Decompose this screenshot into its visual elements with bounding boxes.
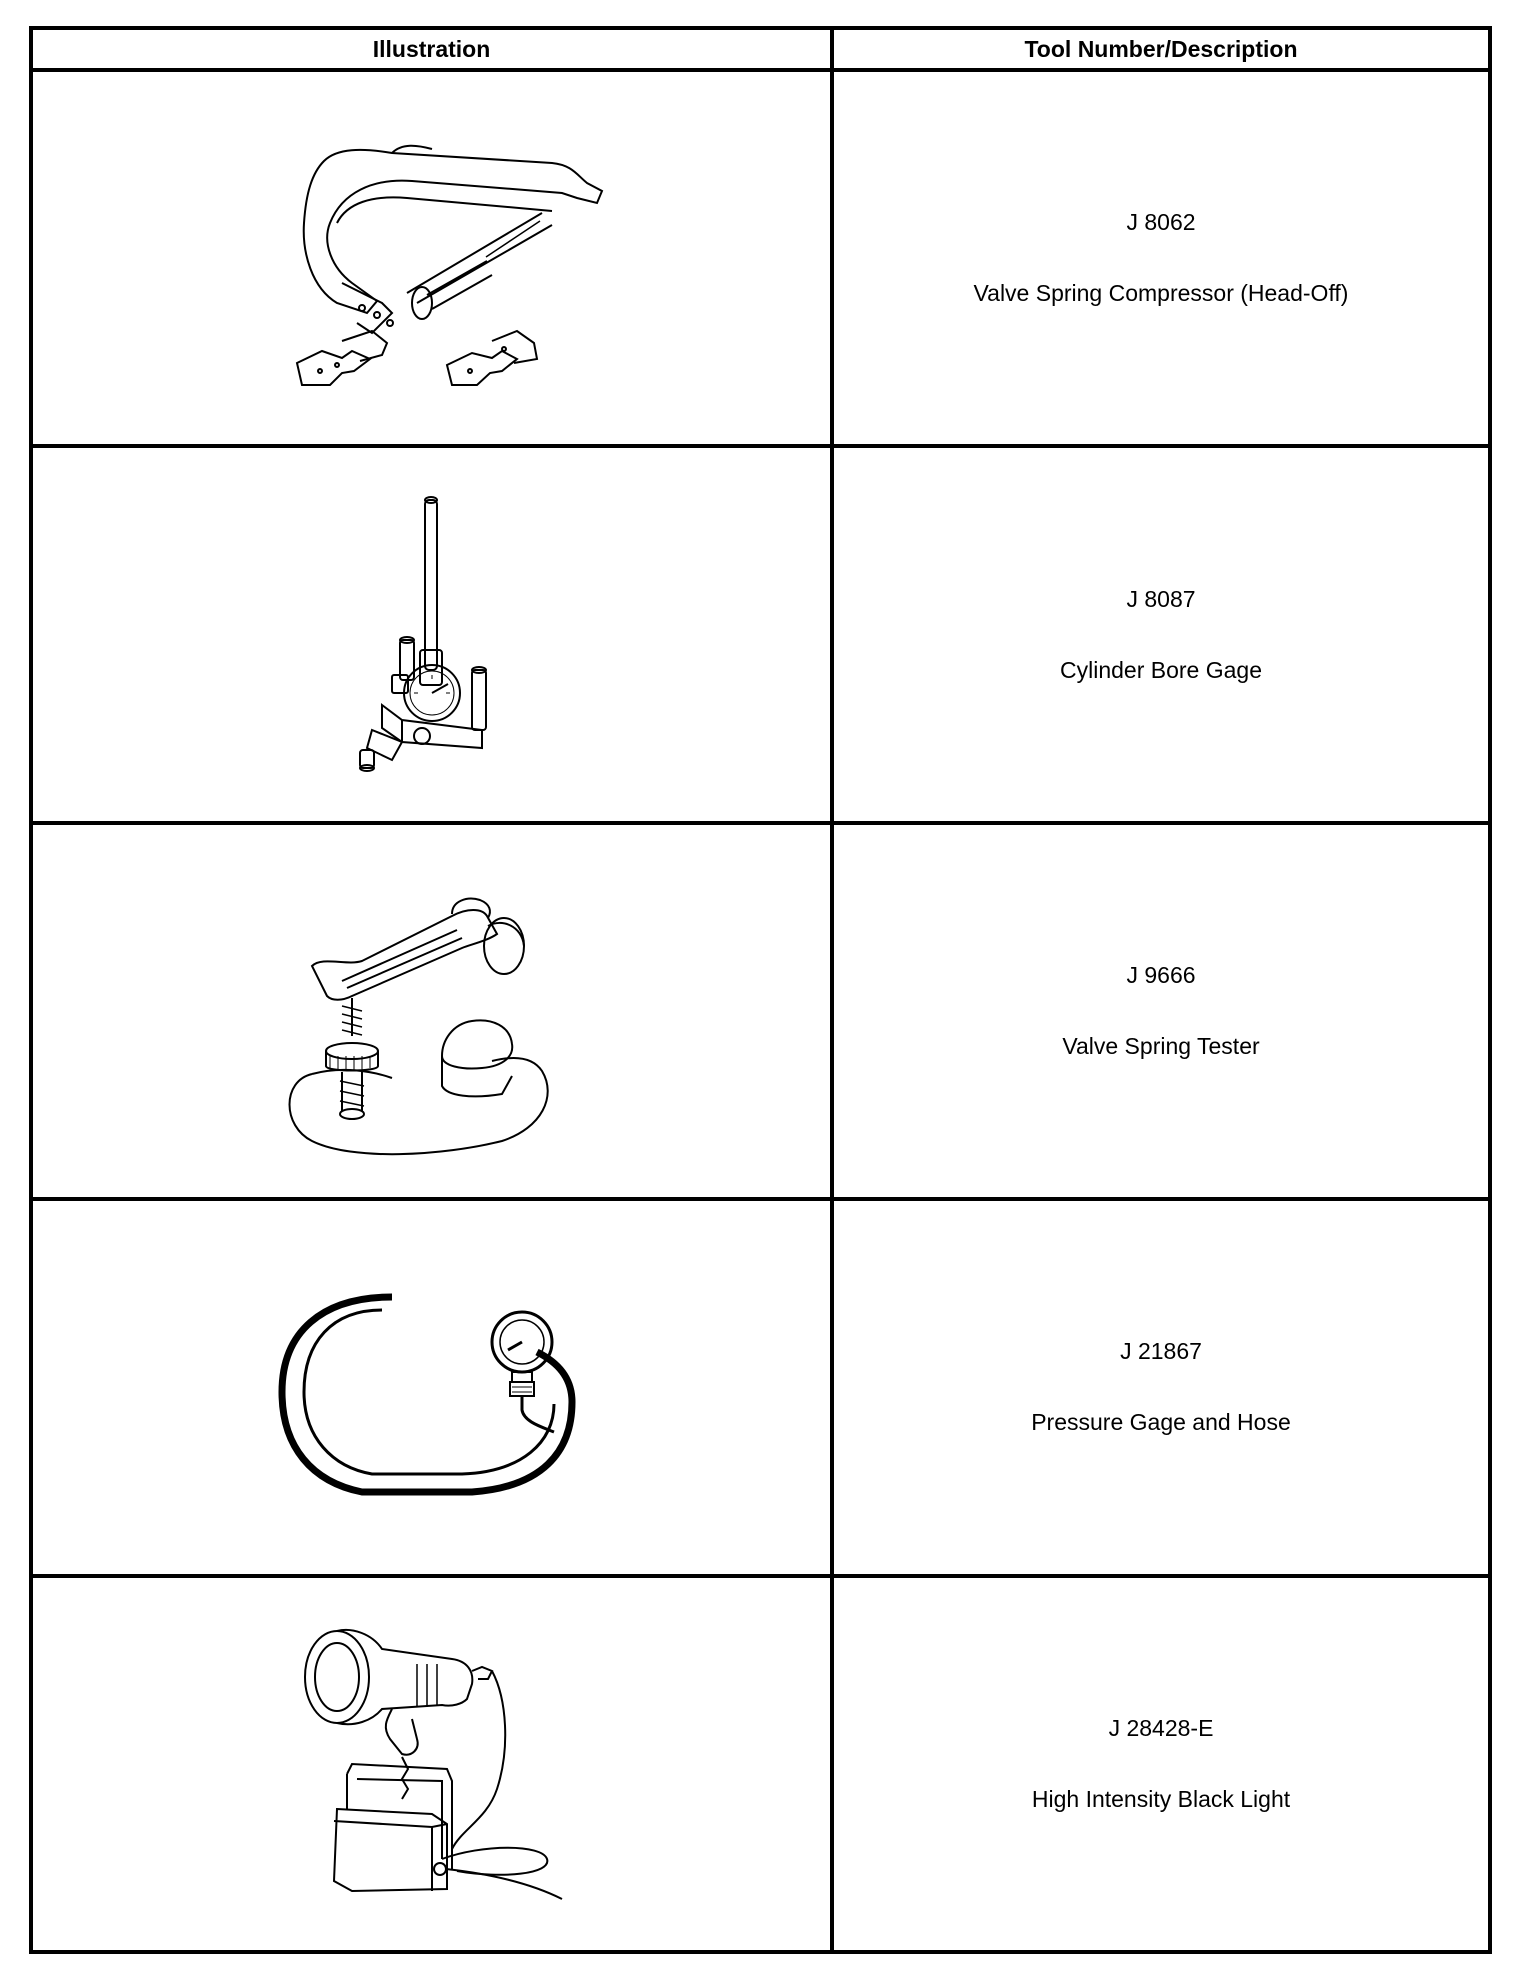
tool-number: J 21867	[1120, 1338, 1202, 1365]
tool-description: Valve Spring Tester	[1062, 1032, 1260, 1059]
table-row	[31, 823, 1490, 1199]
pressure-gage-hose-illustration	[242, 1232, 622, 1542]
illustration-header: Illustration	[31, 28, 832, 70]
tool-description: High Intensity Black Light	[1031, 1785, 1291, 1812]
tool-number: J 8087	[1126, 585, 1196, 612]
tool-cell	[832, 1576, 1490, 1952]
tool-number: J 28428-E	[1108, 1714, 1214, 1741]
tool-description: Valve Spring Compressor (Head-Off)	[973, 280, 1349, 307]
tool-description: Cylinder Bore Gage	[1060, 656, 1262, 683]
table-row	[31, 70, 1490, 446]
illustration-cell	[31, 1576, 832, 1952]
illustration-cell	[31, 70, 832, 446]
tool-cell	[832, 70, 1490, 446]
black-light-illustration	[242, 1609, 622, 1919]
tool-number: J 8062	[1126, 209, 1196, 236]
table-row	[31, 1576, 1490, 1952]
tool-header: Tool Number/Description	[832, 28, 1490, 70]
valve-spring-tester-illustration	[242, 856, 622, 1166]
illustration-cell	[31, 1199, 832, 1575]
table-row	[31, 446, 1490, 822]
table-row	[31, 1199, 1490, 1575]
cylinder-bore-gage-illustration	[242, 480, 622, 790]
tool-cell	[832, 823, 1490, 1199]
illustration-cell	[31, 446, 832, 822]
valve-spring-compressor-illustration	[242, 103, 622, 413]
tool-description: Pressure Gage and Hose	[1031, 1409, 1291, 1436]
illustration-cell	[31, 823, 832, 1199]
tool-cell	[832, 1199, 1490, 1575]
tool-cell	[832, 446, 1490, 822]
tool-number: J 9666	[1126, 961, 1196, 988]
header-row	[31, 28, 1490, 70]
tool-table	[29, 26, 1492, 1954]
